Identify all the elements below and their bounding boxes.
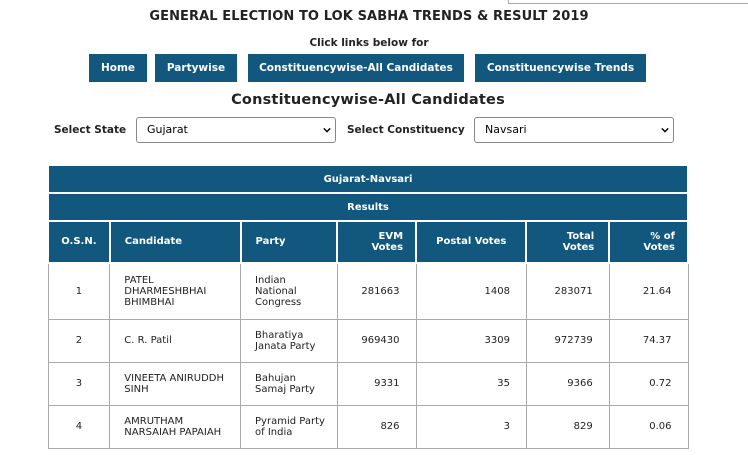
col-header-evm-line1: EVM (378, 230, 404, 242)
col-header-postal-votes: Postal Votes (416, 221, 526, 263)
cell-osn: 2 (48, 319, 110, 362)
cell-total-votes: 283071 (526, 263, 609, 319)
cell-candidate: AMRUTHAM NARSAIAH PAPAIAH (110, 405, 241, 448)
cell-evm-votes: 826 (337, 405, 416, 448)
col-header-total-line1: Total (566, 230, 595, 242)
cell-candidate: C. R. Patil (110, 319, 241, 362)
cell-candidate: PATEL DHARMESHBHAI BHIMBHAI (110, 263, 241, 319)
cell-postal-votes: 35 (416, 362, 526, 405)
nav-partywise-button[interactable]: Partywise (155, 54, 237, 82)
nav-constituencywise-all-candidates-button[interactable]: Constituencywise-All Candidates (248, 54, 464, 82)
cell-percent-votes: 0.72 (609, 362, 688, 405)
cell-candidate: VINEETA ANIRUDDH SINH (110, 362, 241, 405)
chevron-down-icon (323, 126, 331, 134)
constituency-select[interactable] (474, 117, 674, 143)
col-header-pct-line2: Votes (643, 242, 675, 253)
nav-home-button[interactable]: Home (89, 54, 147, 82)
cell-percent-votes: 0.06 (609, 405, 688, 448)
cell-postal-votes: 3309 (416, 319, 526, 362)
select-state-label: Select State (54, 124, 127, 136)
cell-total-votes: 9366 (526, 362, 609, 405)
col-header-total-line2: Votes (562, 242, 595, 253)
cell-party: Indian National Congress (241, 263, 338, 319)
cell-total-votes: 972739 (526, 319, 609, 362)
cell-osn: 4 (48, 405, 110, 448)
select-constituency-label: Select Constituency (347, 124, 465, 136)
results-table (47, 164, 689, 449)
page-title: GENERAL ELECTION TO LOK SABHA TRENDS & RESULT 2019 (149, 9, 589, 24)
cell-osn: 1 (48, 263, 110, 319)
top-right-frame-line (508, 0, 748, 4)
col-header-total-votes (526, 221, 609, 263)
cell-evm-votes: 969430 (337, 319, 416, 362)
results-header: Results (48, 193, 688, 221)
col-header-party: Party (241, 221, 338, 263)
cell-evm-votes: 9331 (337, 362, 416, 405)
links-hint: Click links below for (309, 37, 429, 49)
table-row (48, 263, 688, 319)
cell-postal-votes: 1408 (416, 263, 526, 319)
results-rows (48, 263, 688, 448)
cell-evm-votes: 281663 (337, 263, 416, 319)
section-title: Constituencywise-All Candidates (231, 92, 505, 108)
cell-percent-votes: 21.64 (609, 263, 688, 319)
constituency-selected-value: Navsari (485, 123, 527, 136)
table-row (48, 319, 688, 362)
cell-percent-votes: 74.37 (609, 319, 688, 362)
chevron-down-icon (661, 126, 669, 134)
col-header-evm-line2: Votes (371, 242, 404, 253)
col-header-osn: O.S.N. (48, 221, 110, 263)
cell-postal-votes: 3 (416, 405, 526, 448)
cell-osn: 3 (48, 362, 110, 405)
cell-party: Pyramid Party of India (241, 405, 338, 448)
cell-party: Bahujan Samaj Party (241, 362, 338, 405)
region-header: Gujarat-Navsari (48, 165, 688, 193)
table-row (48, 362, 688, 405)
col-header-evm-votes (337, 221, 416, 263)
cell-total-votes: 829 (526, 405, 609, 448)
col-header-pct-line1: % of (650, 230, 675, 242)
state-selected-value: Gujarat (147, 123, 188, 136)
col-header-candidate: Candidate (110, 221, 241, 263)
cell-party: Bharatiya Janata Party (241, 319, 338, 362)
table-row (48, 405, 688, 448)
col-header-percent-votes (609, 221, 688, 263)
nav-constituencywise-trends-button[interactable]: Constituencywise Trends (475, 54, 646, 82)
state-select[interactable] (136, 117, 336, 143)
